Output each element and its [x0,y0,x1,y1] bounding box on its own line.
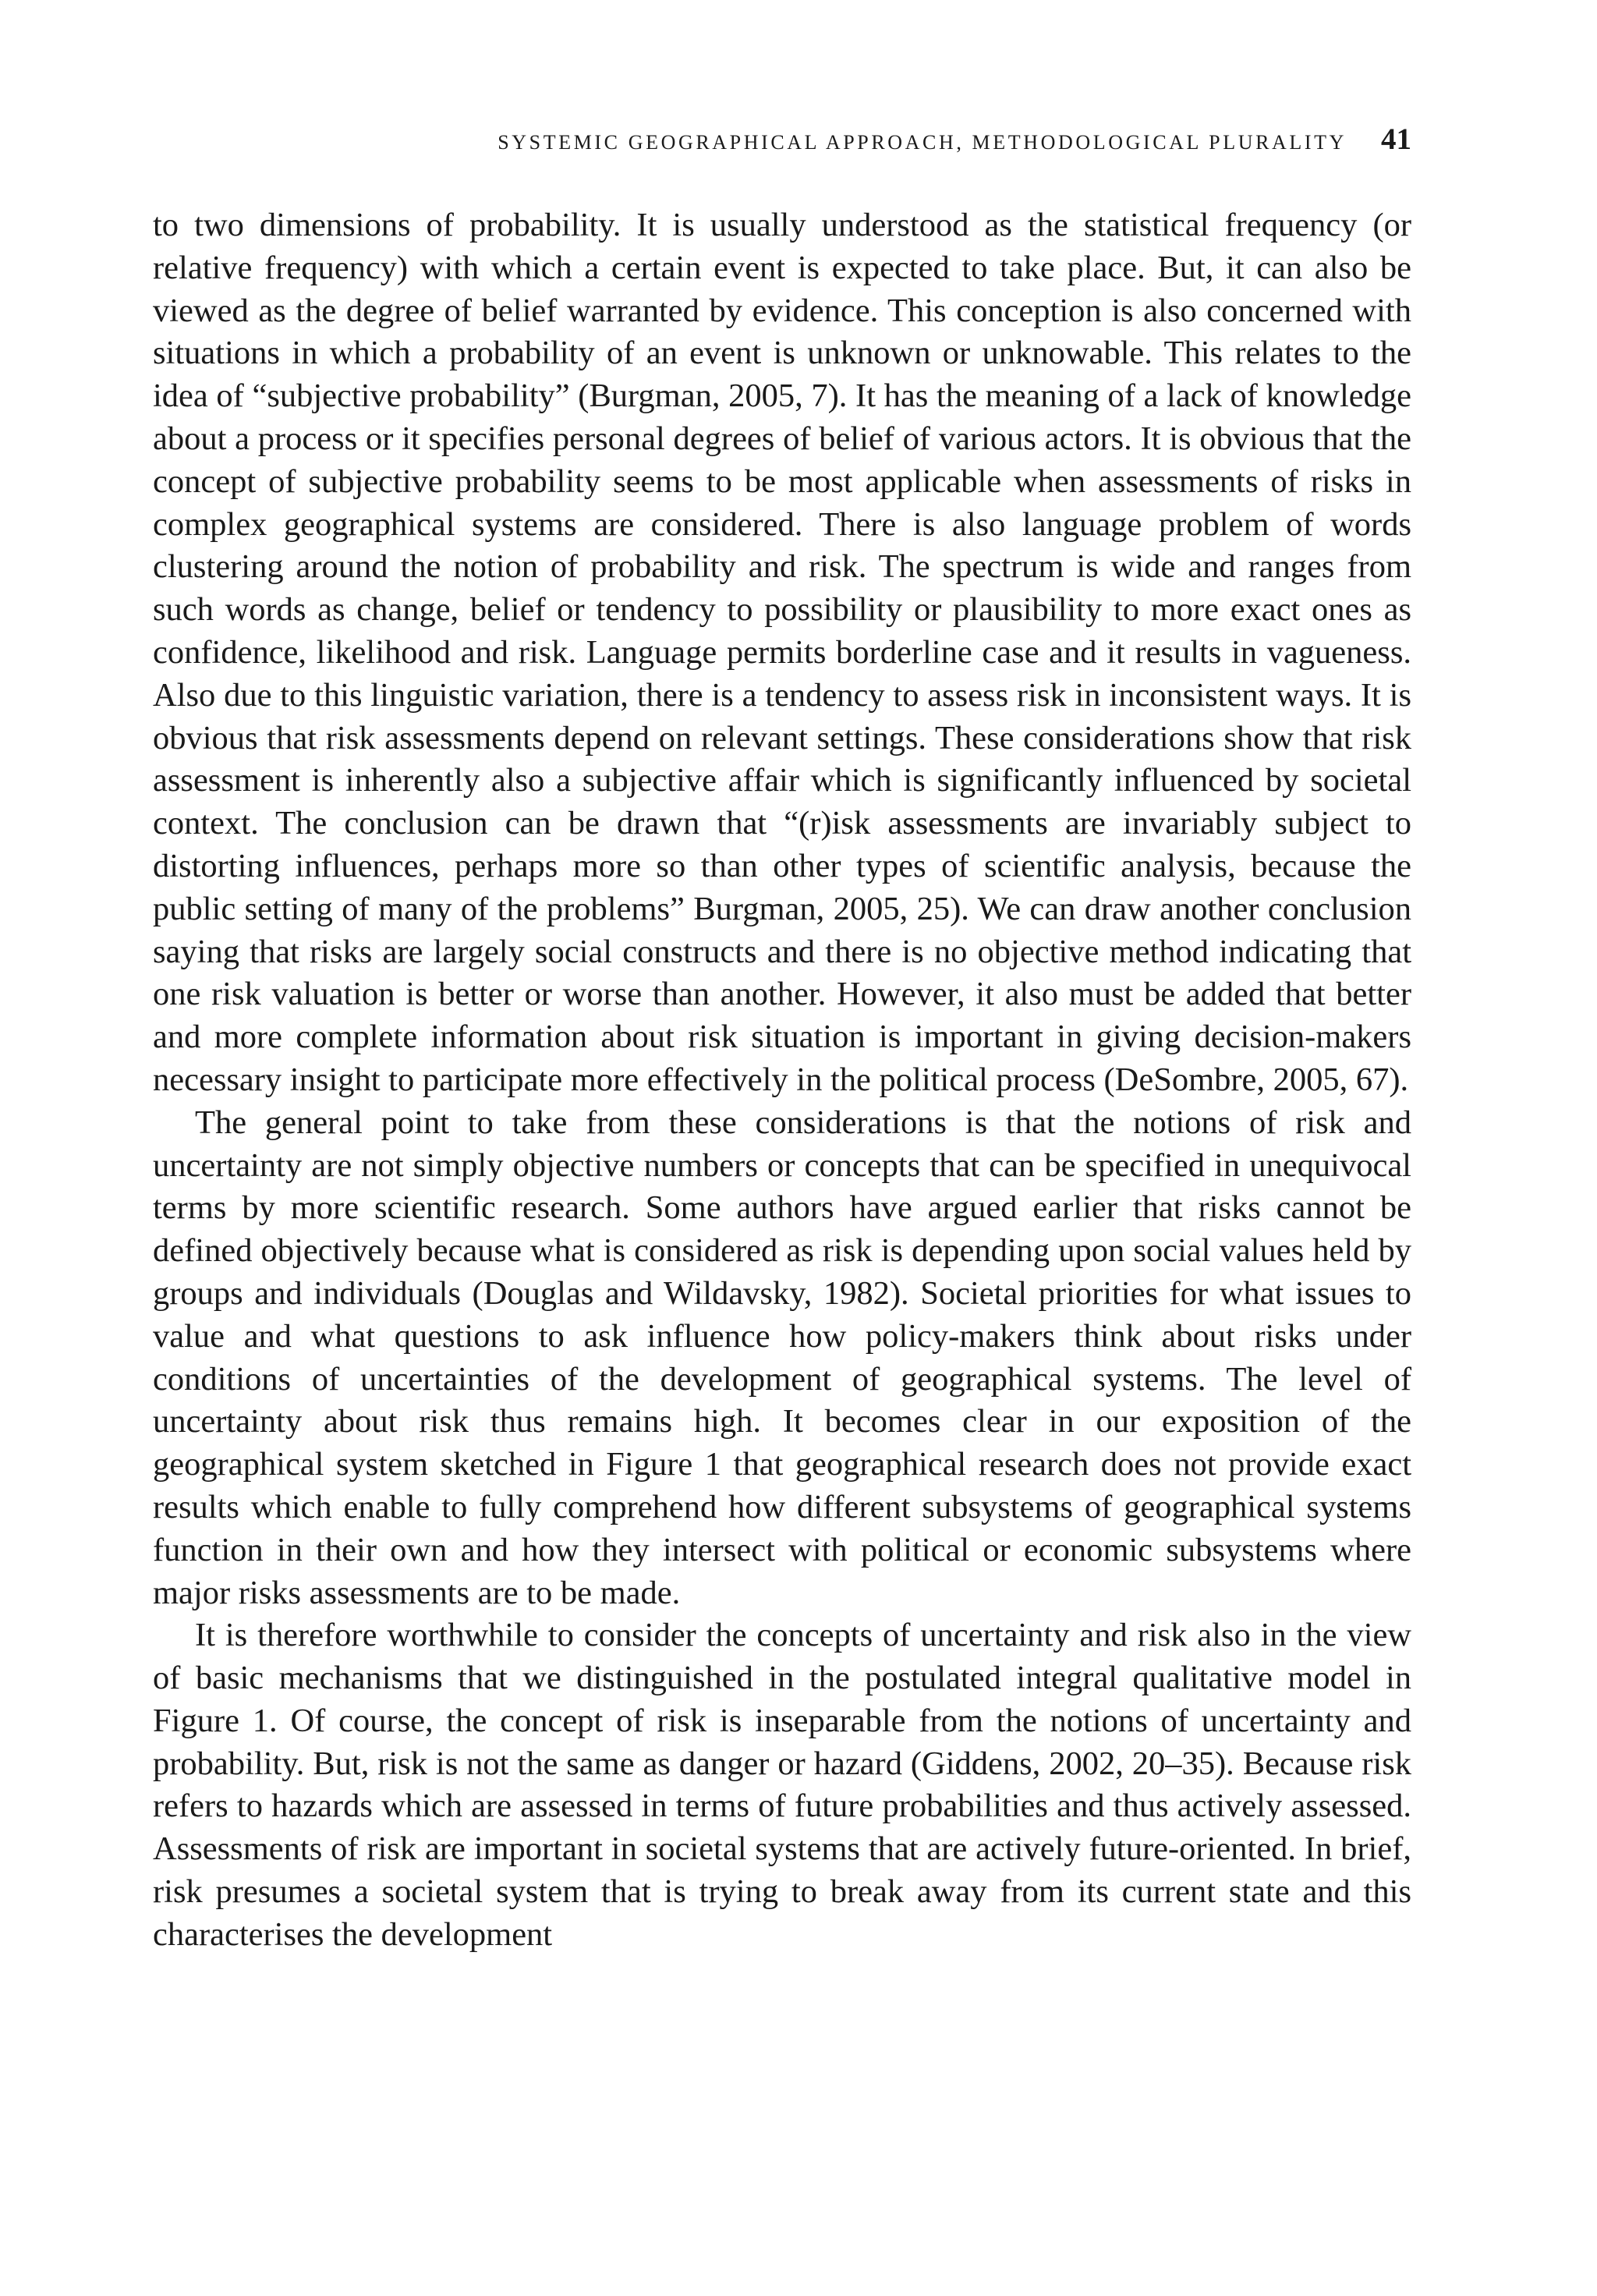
body-text [153,204,1411,1957]
running-title: SYSTEMIC GEOGRAPHICAL APPROACH, METHODOLOGICAL PLURALITY [498,131,1347,154]
page-number: 41 [1381,122,1411,156]
paragraph-3: It is therefore worthwhile to consider the concepts of uncertainty and risk also in the view of basic mechanisms that we distinguished in the postulated integral qualitative model in Figure 1. Of course, the concept of risk is inseparable from the notions of uncertainty and probability. But, risk is not the same as danger or hazard (Giddens, 2002, 20–35). Because risk refers to hazards which are assessed in terms of future probabilities and thus actively assessed. Assessments of risk are important in societal systems that are actively future-oriented. In brief, risk presumes a societal system that is trying to break away from its current state and this characterises the development [153,1617,1411,1953]
running-header [153,122,1411,162]
paragraph-2: The general point to take from these considerations is that the notions of risk and uncertainty are not simply objective numbers or concepts that can be specified in unequivocal terms by more scientific research. Some authors have argued earlier that risks cannot be defined objectively because what is considered as risk is depending upon social values held by groups and individuals (Douglas and Wildavsky, 1982). Societal priorities for what issues to value and what questions to ask influence how policy-makers think about risks under conditions of uncertainties of the development of geographical systems. The level of uncertainty about risk thus remains high. It becomes clear in our exposition of the geographical system sketched in Figure 1 that geographical research does not provide exact results which enable to fully comprehend how different subsystems of geographical systems function in their own and how they intersect with political or economic subsystems where major risks assessments are to be made. [153,1104,1411,1611]
paragraph-1: to two dimensions of probability. It is usually understood as the statistical frequency (or relative frequency) with which a certain event is expected to take place. But, it can also be viewed as the degree of belief warranted by evidence. This conception is also concerned with situations in which a probability of an event is unknown or unknowable. This relates to the idea of “subjective probability” (Burgman, 2005, 7). It has the meaning of a lack of knowledge about a process or it specifies personal degrees of belief of various actors. It is obvious that the concept of subjective probability seems to be most applicable when assessments of risks in complex geographical systems are considered. There is also language problem of words clustering around the notion of probability and risk. The spectrum is wide and ranges from such words as change, belief or tendency to possibility or plausibility to more exact ones as confidence, likelihood and risk. Language permits borderline case and it results in vagueness. Also due to this linguistic variation, there is a tendency to assess risk in inconsistent ways. It is obvious that risk assessments depend on relevant settings. These considerations show that risk assessment is inherently also a subjective affair which is significantly influenced by societal context. The conclusion can be drawn that “(r)isk assessments are invariably subject to distorting influences, perhaps more so than other types of scientific analysis, because the public setting of many of the problems” Burgman, 2005, 25). We can draw another conclusion saying that risks are largely social constructs and there is no objective method indicating that one risk valuation is better or worse than another. However, it also must be added that better and more complete information about risk situation is important in giving decision-makers necessary insight to participate more effectively in the political process (DeSombre, 2005, 67). [153,207,1411,1098]
